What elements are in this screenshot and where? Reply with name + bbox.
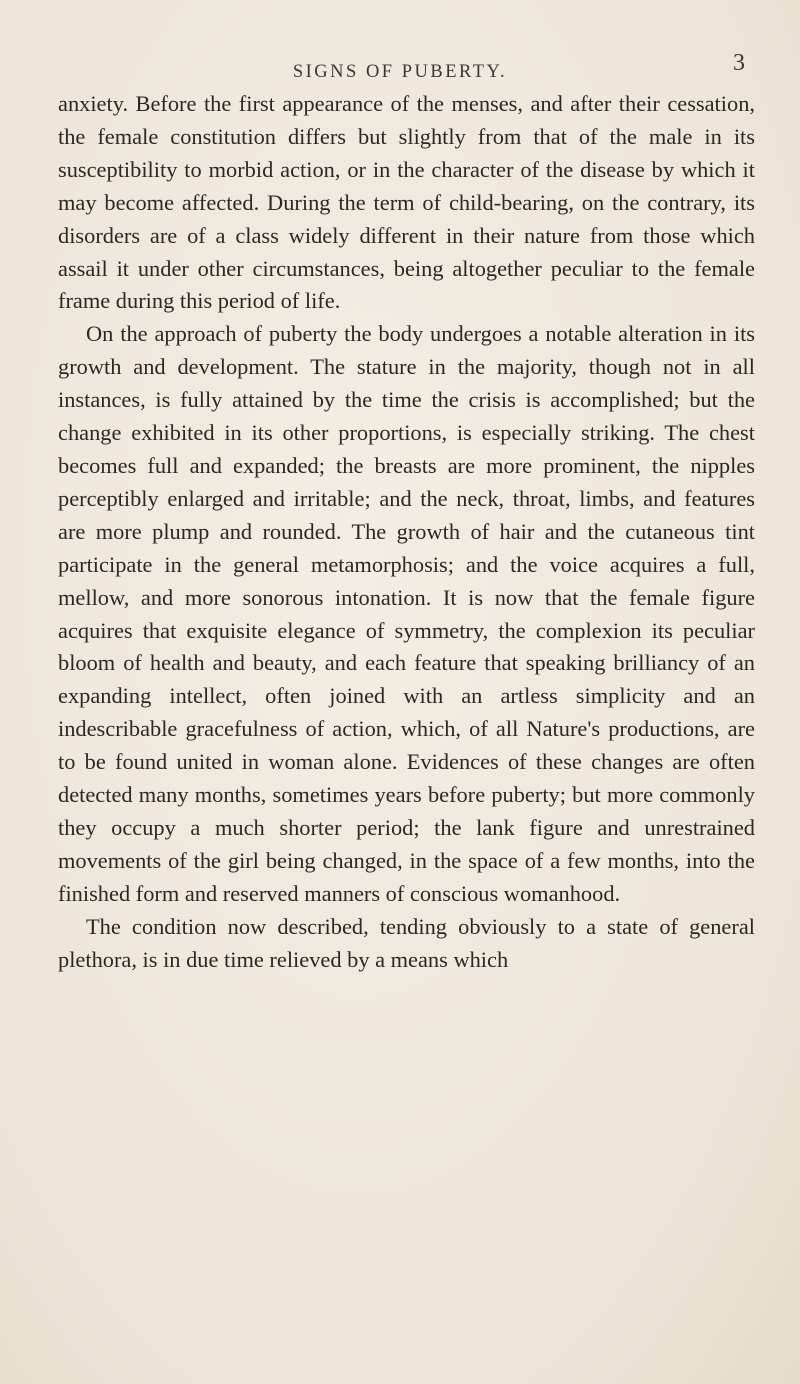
body-text xyxy=(58,88,755,976)
paragraph-continued: anxiety. Before the first appearance of the menses, and after their cessation, the female constitution differs but slightly from that of the male in its susceptibility to morbid action, or in the character of the disease by which it may become affected. During the term of child-bearing, on the contrary, its disorders are of a class widely different in their nature from those which assail it under other circumstances, being altogether peculiar to the female frame during this period of life. xyxy=(58,91,755,314)
running-head: SIGNS OF PUBERTY. xyxy=(292,62,508,82)
paragraph-puberty-changes: On the approach of puberty the body undergoes a notable alteration in its growth and development. The stature in the majority, though not in all instances, is fully attained by the time the crisis is accomplished; but the change exhibited in its other proportions, is especially striking. The chest becomes full and expanded; the breasts are more prominent, the nipples perceptibly enlarged and irritable; and the neck, throat, limbs, and features are more plump and rounded. The growth of hair and the cutaneous tint participate in the general metamorphosis; and the voice acquires a full, mellow, and more sonorous intonation. It is now that the female figure acquires that exquisite elegance of symmetry, the complexion its peculiar bloom of health and beauty, and each feature that speaking brilliancy of an expanding intellect, often joined with an artless simplicity and an indescribable gracefulness of action, which, of all Nature's productions, are to be found united in woman alone. Evidences of these changes are often detected many months, sometimes years before puberty; but more commonly they occupy a much shorter period; the lank figure and unrestrained movements of the girl being changed, in the space of a few months, into the finished form and reserved manners of conscious womanhood. xyxy=(58,321,755,906)
page-number: 3 xyxy=(733,50,745,76)
paragraph-plethora: The condition now described, tending obviously to a state of general plethora, is in due time relieved by a means which xyxy=(58,913,755,972)
